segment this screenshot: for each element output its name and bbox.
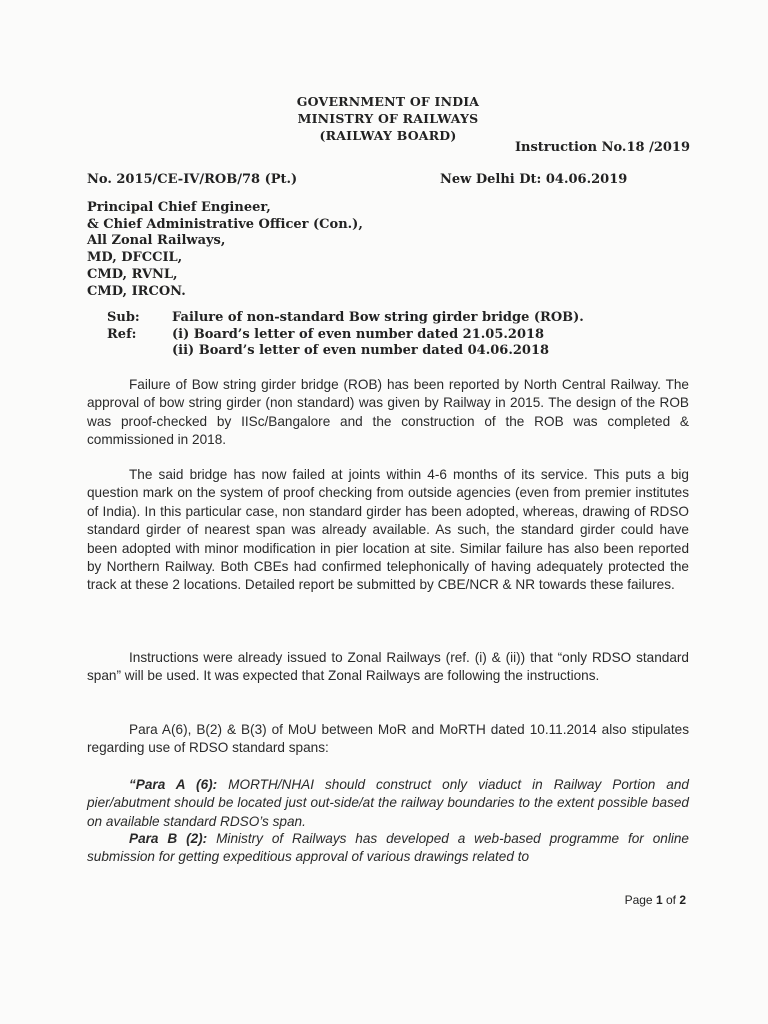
paragraph-bridge-failure: The said bridge has now failed at joints within 4-6 months of its service. This puts a big question mark on the system of proof checking from outside agencies (even from premier institutes of India). In this particular case, non standard girder has been adopted, whereas, drawing of RDSO standard girder of nearest span was already available. As such, the standard girder could have been adopted with minor modification in pier location at site. Similar failure has also been reported by Northern Railway. Both CBEs had confirmed telephonically of having adequately protected the track at these 2 locations. Detailed report be submitted by CBE/NCR & NR towards these failures. (87, 467, 689, 593)
subject-reference-block (107, 310, 584, 360)
addressee-list (87, 200, 363, 300)
quote-para-b2-label: Para B (2): (129, 831, 208, 846)
reference-label: Ref: (107, 326, 137, 342)
reference-number: No. 2015/CE-IV/ROB/78 (Pt.) (87, 172, 298, 187)
issue-date: New Delhi Dt: 04.06.2019 (440, 172, 628, 187)
instruction-number: Instruction No.18 /2019 (514, 140, 690, 155)
addressee-line: & Chief Administrative Officer (Con.), (87, 216, 363, 232)
reference-row (107, 343, 584, 360)
quote-para-b2-text: Ministry of Railways has developed a web-based programme for online submission for getting expeditious approval of various drawings related to (87, 831, 689, 865)
page-number: Page 1 of 2 (624, 893, 686, 907)
subject-text: Failure of non-standard Bow string girder bridge (ROB). (172, 310, 584, 325)
subject-row (107, 310, 584, 327)
paragraph-failure-report: Failure of Bow string girder bridge (ROB) has been reported by North Central Railway. The approval of bow string girder (non standard) was given by Railway in 2015. The design of the ROB was proof-checked by IISc/Bangalore and the construction of the ROB was completed & commissioned in 2018. (87, 377, 689, 448)
letterhead (0, 93, 768, 144)
addressee-line: MD, DFCCIL, (87, 250, 183, 266)
letterhead-ministry: MINISTRY OF RAILWAYS (297, 111, 479, 126)
quote-para-b2 (87, 830, 689, 867)
addressee-line: All Zonal Railways, (87, 233, 226, 249)
addressee-line: Principal Chief Engineer, (87, 200, 271, 215)
reference-line: (ii) Board’s letter of even number dated 04.06.2018 (172, 343, 550, 358)
addressee-line: CMD, IRCON. (87, 283, 186, 299)
quote-para-a6-text: MORTH/NHAI should construct only viaduct in Railway Portion and pier/abutment should be located just out-side/at the railway boundaries to the extent possible based on available standard RDSO’s span. (87, 777, 689, 829)
reference-row (107, 327, 584, 344)
reference-line: (i) Board’s letter of even number dated 21.05.2018 (172, 326, 545, 342)
paragraph-instructions: Instructions were already issued to Zonal Railways (ref. (i) & (ii)) that “only RDSO standard span” will be used. It was expected that Zonal Railways are following the instructions. (87, 650, 689, 684)
subject-label: Sub: (107, 310, 140, 325)
page-current: 1 (655, 893, 663, 907)
paragraph-mou: Para A(6), B(2) & B(3) of MoU between MoR and MoRTH dated 10.11.2014 also stipulates regarding use of RDSO standard spans: (87, 722, 689, 756)
quote-para-a6 (87, 776, 689, 831)
quote-para-a6-label: “Para A (6): (129, 777, 218, 792)
page-total: 2 (679, 893, 686, 907)
letterhead-board: (RAILWAY BOARD) (319, 128, 457, 143)
addressee-line: CMD, RVNL, (87, 266, 178, 282)
letterhead-government: GOVERNMENT OF INDIA (296, 94, 480, 109)
